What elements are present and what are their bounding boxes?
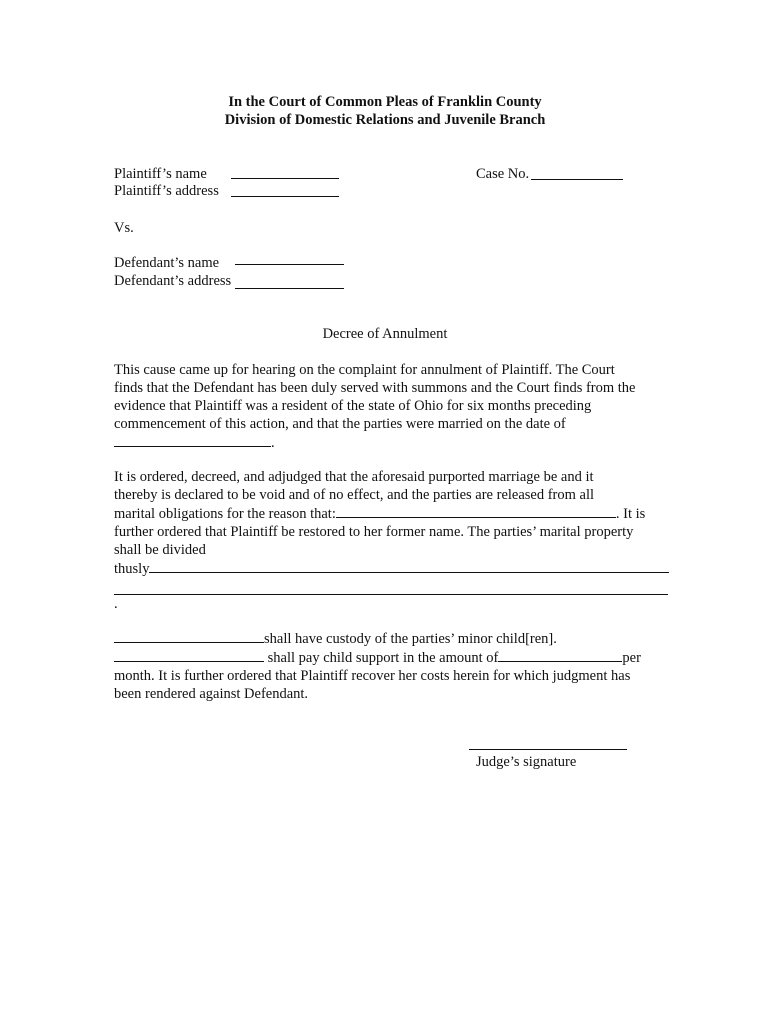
period: . [271, 435, 275, 451]
defendant-name-label: Defendant’s name [114, 255, 220, 271]
support-amount-field[interactable] [498, 648, 622, 662]
findings-paragraph [114, 361, 674, 452]
court-name-heading: In the Court of Common Pleas of Franklin County [228, 94, 542, 110]
custody-line [114, 629, 674, 648]
order-line: further ordered that Plaintiff be restored to her former name. The parties’ marital property [114, 524, 634, 540]
costs-line: been rendered against Defendant. [114, 686, 309, 702]
per-label: per [622, 650, 641, 666]
order-line: thereby is declared to be void and of no effect, and the parties are released from all [114, 487, 595, 503]
defendant-name-field[interactable] [235, 264, 344, 265]
reason-label: marital obligations for the reason that: [114, 506, 336, 522]
defendant-address-field[interactable] [235, 288, 344, 289]
support-party-field[interactable] [114, 648, 264, 662]
order-line: It is ordered, decreed, and adjudged that the aforesaid purported marriage be and it [114, 469, 594, 485]
versus-label: Vs. [114, 220, 134, 236]
support-text: shall pay child support in the amount of [264, 650, 499, 666]
division-heading: Division of Domestic Relations and Juvenile Branch [224, 112, 546, 128]
costs-line: month. It is further ordered that Plaintiff recover her costs herein for which judgment has [114, 668, 631, 684]
findings-line: commencement of this action, and that the parties were married on the date of [114, 416, 566, 432]
support-line [114, 648, 674, 667]
judge-signature-label: Judge’s signature [476, 754, 577, 770]
findings-line: finds that the Defendant has been duly served with summons and the Court finds from the [114, 380, 636, 396]
reason-field[interactable] [336, 504, 616, 518]
marriage-date-field[interactable] [114, 433, 271, 447]
plaintiff-name-label: Plaintiff’s name [114, 166, 207, 182]
property-division-field[interactable] [149, 559, 669, 573]
custody-text: shall have custody of the parties’ minor child[ren]. [264, 631, 557, 647]
findings-line: This cause came up for hearing on the complaint for annulment of Plaintiff. The Court [114, 362, 615, 378]
reason-line [114, 504, 674, 523]
case-number-label: Case No. [476, 166, 530, 182]
plaintiff-name-field[interactable] [231, 178, 339, 179]
marriage-date-line [114, 433, 674, 452]
case-number-field[interactable] [531, 179, 623, 180]
thusly-label: thusly [114, 561, 150, 577]
property-division-line [114, 559, 674, 578]
custody-party-field[interactable] [114, 629, 264, 643]
plaintiff-address-field[interactable] [231, 196, 339, 197]
order-paragraph [114, 468, 674, 578]
findings-line: evidence that Plaintiff was a resident of the state of Ohio for six months preceding [114, 398, 592, 414]
reason-line-end: . It is [615, 506, 646, 522]
plaintiff-address-label: Plaintiff’s address [114, 183, 219, 199]
judge-signature-field[interactable] [469, 749, 627, 750]
decree-title: Decree of Annulment [322, 326, 448, 342]
period: . [114, 596, 118, 612]
defendant-address-label: Defendant’s address [114, 273, 232, 289]
custody-support-paragraph [114, 629, 674, 703]
property-division-field-continued[interactable] [114, 594, 668, 595]
order-line: shall be divided [114, 542, 206, 558]
